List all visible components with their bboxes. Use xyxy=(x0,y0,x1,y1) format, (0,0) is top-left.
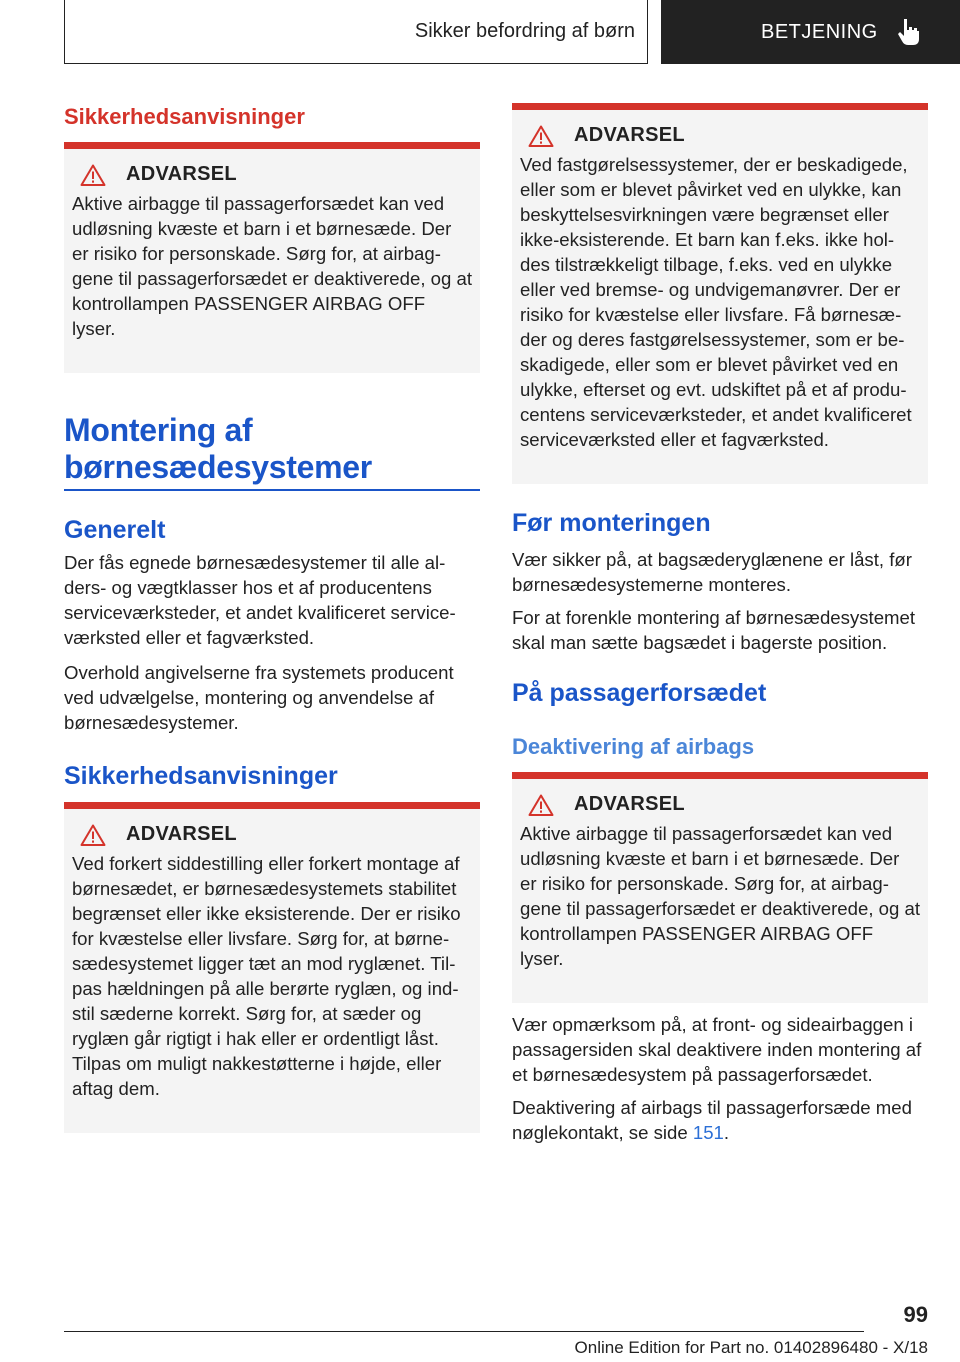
pointing-hand-icon xyxy=(896,17,922,47)
warning-title: ADVARSEL xyxy=(574,124,685,146)
warning-title: ADVARSEL xyxy=(126,163,237,185)
heading-for-monteringen: Før monteringen xyxy=(512,509,711,537)
main-heading: Montering af børnesædesystemer xyxy=(64,412,372,485)
warning-triangle-icon xyxy=(80,824,106,846)
warning-text: Ved forkert siddestilling eller forkert montage af børnesædet, er børnesædesystemets stabilitet begrænset eller ikke eksisterende. Der er risiko for kvæstelse eller livsfare. Sørg for, at børne-sædesystemet ligger tæt an mod ryglænet. Til-pas hældningen på alle berørte ryglæn, og ind-stil sæderne korrekt. Sørg for, at sæder og ryglæn går rigtigt i hak eller er ordentligt låst. Tilpas om muligt nakkestøtterne i højde, eller aftag dem. xyxy=(72,853,461,1099)
paragraph-deaktivering-suffix: . xyxy=(723,1122,730,1143)
paragraph-deaktivering-text: Deaktivering af airbags til passagerforsæde med nøglekontakt, se side xyxy=(512,1097,912,1143)
header-section-title: Sikker befordring af børn xyxy=(414,20,635,42)
warning-title: ADVARSEL xyxy=(126,823,237,845)
warning-text: Aktive airbagge til passagerforsædet kan ved udløsning kvæste et barn i et børnesæde. Der er risiko for personskade. Sørg for, at airbag-gene til passagerforsædet er deaktiverede, og at kontrollampen PASSENGER AIRBAG OFF lyser. xyxy=(72,193,473,339)
page-reference-link[interactable]: 151 xyxy=(692,1122,724,1143)
warning-box-fastening xyxy=(512,103,928,484)
paragraph-opmaerksom: Vær opmærksom på, at front- og sideairbaggen i passagersiden skal deaktivere inden montering af et børnesædesystem på passagerforsædet. xyxy=(512,1014,922,1085)
heading-passagerforsaedet: På passagerforsædet xyxy=(512,679,767,707)
warning-text: Ved fastgørelsessystemer, der er beskadigede, eller som er blevet påvirket ved en ulykke, kan beskyttelsesvirkningen være begrænset eller ikke-eksisterende. Et barn kan f.eks. ikke hol-des tilstrækkeligt tilbage, f.eks. ved en ulykke eller ved bremse- og undvigemanøvrer. Der er risiko for kvæstelse eller livsfare. Få børnesæ-der og deres fastgørelsessystemer, som er be-skadigede, eller som er blevet påvirket ved en ulykke, efterset og evt. udskiftet på et af produ-centens serviceværksteder, et andet kvalificeret serviceværksted eller et fagværksted. xyxy=(520,154,912,450)
warning-triangle-icon xyxy=(80,164,106,186)
heading-rule xyxy=(64,489,480,491)
warning-header xyxy=(520,124,920,147)
heading-deaktivering: Deaktivering af airbags xyxy=(512,734,755,759)
heading-generelt: Generelt xyxy=(64,516,166,544)
warning-triangle-icon xyxy=(528,125,554,147)
paragraph-deaktivering xyxy=(512,1095,928,1145)
page-number: 99 xyxy=(903,1302,928,1327)
warning-title: ADVARSEL xyxy=(574,793,685,815)
header-chapter-tab[interactable] xyxy=(661,0,960,64)
heading-sikkerhed: Sikkerhedsanvisninger xyxy=(64,762,338,790)
warning-text: Aktive airbagge til passagerforsædet kan ved udløsning kvæste et barn i et børnesæde. Der er risiko for personskade. Sørg for, at airbag-gene til passagerforsædet er deaktiverede, og at kontrollampen PASSENGER AIRBAG OFF lyser. xyxy=(520,823,921,969)
warning-box-airbag xyxy=(64,142,480,373)
warning-header xyxy=(520,793,920,816)
header-section-box xyxy=(64,0,648,64)
warning-box-seat-position xyxy=(64,802,480,1133)
footer-rule xyxy=(64,1331,864,1332)
paragraph-for-2: For at forenkle montering af børnesædesystemet skal man sætte bagsædet i bagerste position. xyxy=(512,607,916,653)
warning-box-airbag-passenger xyxy=(512,772,928,1003)
footer-edition-text: Online Edition for Part no. 01402896480 - X/18 xyxy=(574,1338,928,1357)
paragraph-generelt-2: Overhold angivelserne fra systemets producent ved udvælgelse, montering og anvendelse af børnesædesystemer. xyxy=(64,662,454,733)
paragraph-for-1: Vær sikker på, at bagsæderyglænene er låst, før børnesædesystemerne monteres. xyxy=(512,549,912,595)
paragraph-generelt-1: Der fås egnede børnesædesystemer til alle al-ders- og vægtklasser hos et af producentens serviceværksteder, et andet kvalificeret service-værksted eller et fagværksted. xyxy=(64,552,456,648)
warning-triangle-icon xyxy=(528,794,554,816)
warning-header xyxy=(72,163,472,186)
section-heading-safety: Sikkerhedsanvisninger xyxy=(64,104,305,129)
header-chapter-label: BETJENING xyxy=(761,20,878,43)
warning-header xyxy=(72,823,472,846)
